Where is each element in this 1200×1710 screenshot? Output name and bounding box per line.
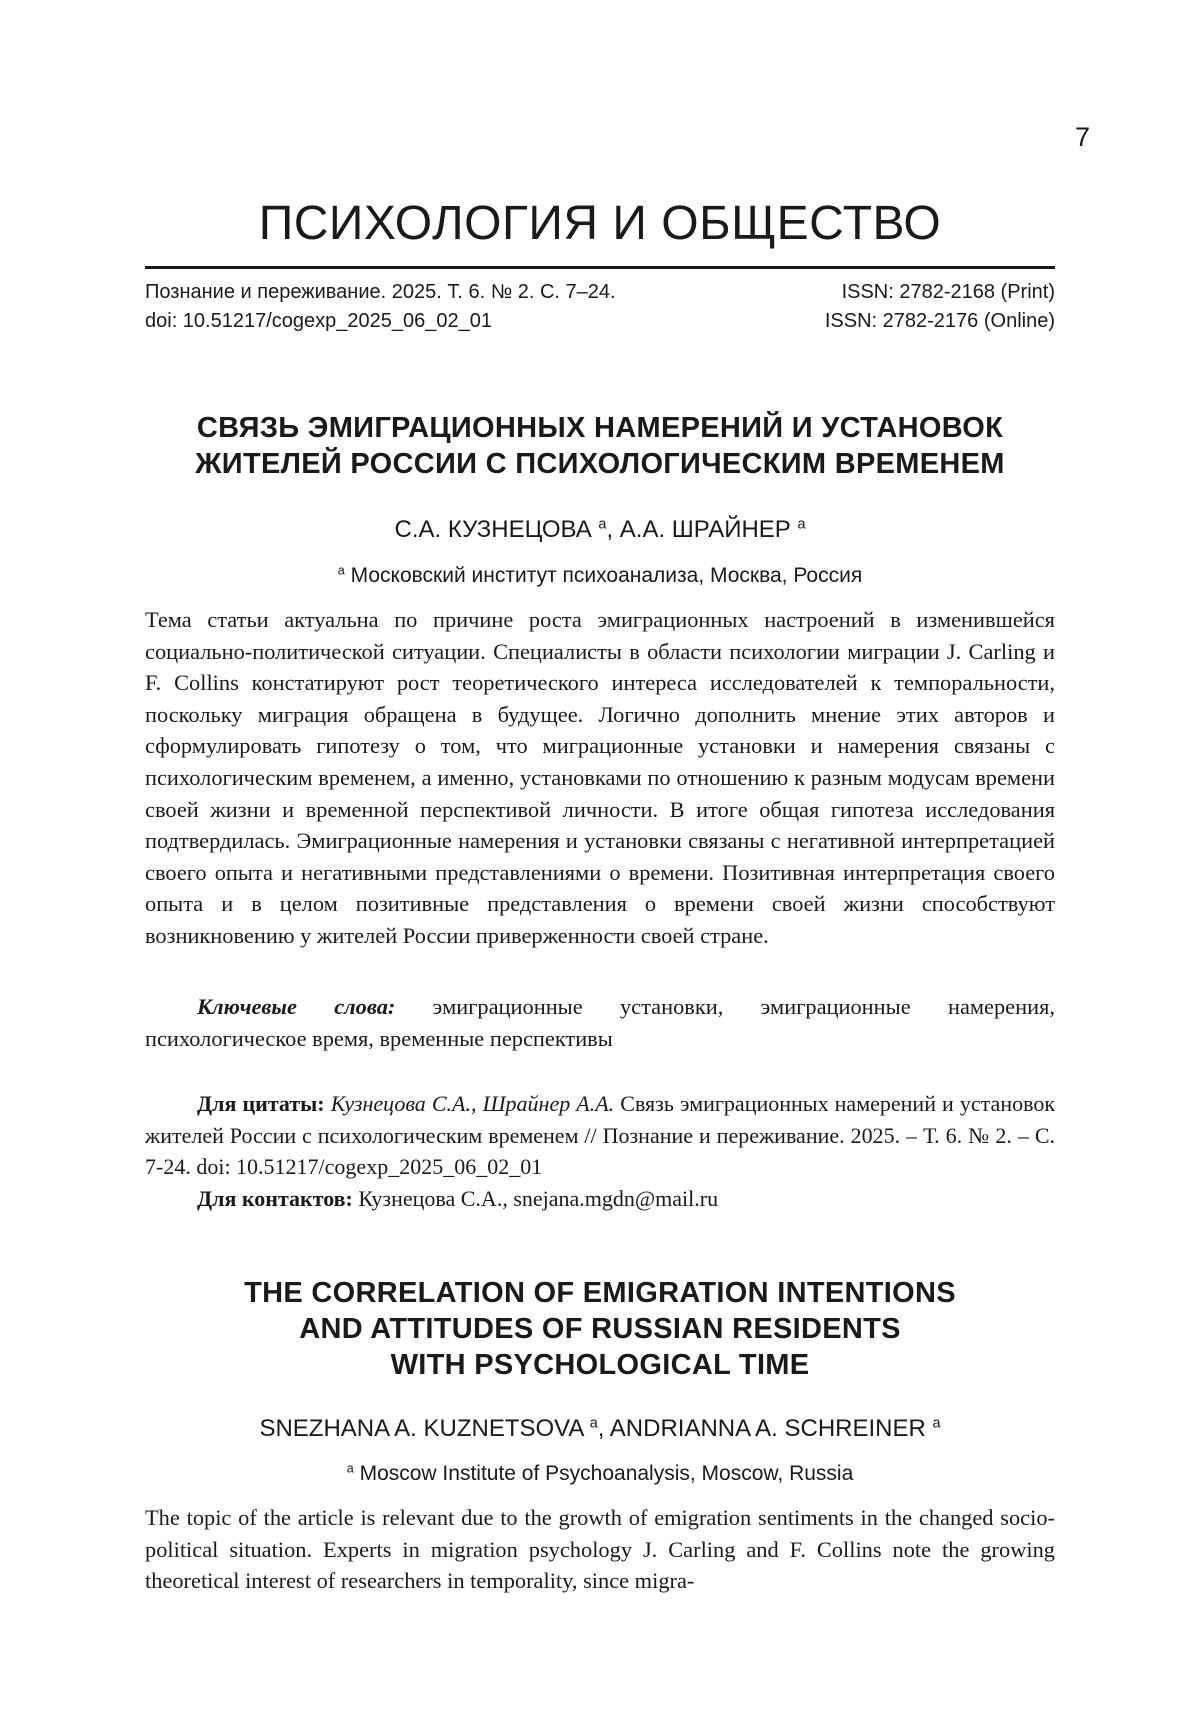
ru-affiliation-text: Московский институт психоанализа, Москва, Россия <box>350 564 863 587</box>
issn-online: ISSN: 2782-2176 (Online) <box>824 310 1055 332</box>
citation-text: Связь эмиграционных намерений и установок жителей России с психологическим временем // Познание и переживание. 2025. – Т. 6. № 2. – С. 7-24. doi: 10.51217/cogexp_2025_06_02_01 <box>145 1091 1056 1179</box>
ru-keywords-label: Ключевые слова: <box>197 994 396 1019</box>
ru-author-1-affiliation-mark: a <box>598 516 607 533</box>
ru-article-title <box>145 410 1055 482</box>
ru-affiliation <box>145 564 1055 588</box>
journal-meta <box>145 278 1055 336</box>
ru-contact <box>145 1183 1055 1215</box>
en-affiliation-mark: a <box>346 1461 354 1476</box>
ru-authors: С.А. КУЗНЕЦОВА $^a$, А.А. ШРАЙНЕР $^a$ <box>394 516 806 543</box>
ru-title-line-2: ЖИТЕЛЕЙ РОССИИ С ПСИХОЛОГИЧЕСКИМ ВРЕМЕНЕМ <box>195 448 1005 480</box>
ru-title-line-1: СВЯЗЬ ЭМИГРАЦИОННЫХ НАМЕРЕНИЙ И УСТАНОВОК <box>196 412 1004 444</box>
citation-authors: Кузнецова С.А., Шрайнер А.А. <box>330 1091 615 1116</box>
ru-citation <box>145 1088 1055 1183</box>
doi-line: doi: 10.51217/cogexp_2025_06_02_01 <box>145 310 492 332</box>
en-title-line-1: THE CORRELATION OF EMIGRATION INTENTIONS <box>244 1277 956 1309</box>
ru-keywords <box>145 991 1055 1054</box>
en-author-2: ANDRIANNA A. SCHREINER <box>609 1415 926 1442</box>
en-author-2-affiliation-mark: a <box>932 1415 941 1432</box>
en-article-title <box>145 1275 1055 1383</box>
en-affiliation-text: Moscow Institute of Psychoanalysis, Moscow, Russia <box>359 1462 854 1485</box>
ru-author-2: А.А. ШРАЙНЕР <box>619 516 791 543</box>
en-abstract: The topic of the article is relevant due to the growth of emigration sentiments in the changed socio-political situation. Experts in migration psychology J. Carling and F. Collins note the growing theoretical interest of researchers in temporality, since migra- <box>145 1505 1055 1594</box>
ru-author-1: С.А. КУЗНЕЦОВА <box>394 516 592 543</box>
citation-label: Для цитаты: <box>197 1091 325 1116</box>
ru-author-2-affiliation-mark: a <box>797 516 806 533</box>
en-title-line-3: WITH PSYCHOLOGICAL TIME <box>390 1349 810 1381</box>
header-rule <box>145 266 1055 269</box>
contact-label: Для контактов: <box>197 1186 353 1211</box>
page-number: 7 <box>1074 122 1090 152</box>
ru-affiliation-mark: a <box>337 563 345 578</box>
en-author-1: SNEZHANA A. KUZNETSOVA <box>259 1415 584 1442</box>
journal-citation-line: Познание и переживание. 2025. Т. 6. № 2. С. 7–24. <box>145 281 616 303</box>
section-title: ПСИХОЛОГИЯ И ОБЩЕСТВО <box>258 197 942 250</box>
en-affiliation <box>145 1462 1055 1486</box>
ru-abstract: Тема статьи актуальна по причине роста эмиграционных настроений в изменившейся социально-политической ситуации. Специалисты в области психологии миграции J. Carling и F. Collins констатируют рост теоретического интереса исследователей к темпоральности, поскольку миграция обращена в будущее. Логично дополнить мнение этих авторов и сформулировать гипотезу о том, что миграционные установки и намерения связаны с психологическим временем, а именно, установками по отношению к разным модусам времени своей жизни и временной перспективой личности. В итоге общая гипотеза исследования подтвердилась. Эмиграционные намерения и установки связаны с негативной интерпретацией своего опыта и негативными представлениями о времени. Позитивная интерпретация своего опыта и в целом позитивные представления о времени своей жизни способствуют возникновению у жителей России приверженности своей стране. <box>145 607 1055 948</box>
ru-keywords-text: эмиграционные установки, эмиграционные намерения, психологическое время, временные перспективы <box>145 994 1055 1051</box>
en-title-line-2: AND ATTITUDES OF RUSSIAN RESIDENTS <box>299 1313 901 1345</box>
issn-print: ISSN: 2782-2168 (Print) <box>841 281 1055 303</box>
contact-text: Кузнецова С.А., snejana.mgdn@mail.ru <box>358 1186 719 1211</box>
en-authors: SNEZHANA A. KUZNETSOVA $^a$, ANDRIANNA A. SCHREINER $^a$ <box>259 1415 941 1442</box>
en-author-1-affiliation-mark: a <box>589 1415 598 1432</box>
